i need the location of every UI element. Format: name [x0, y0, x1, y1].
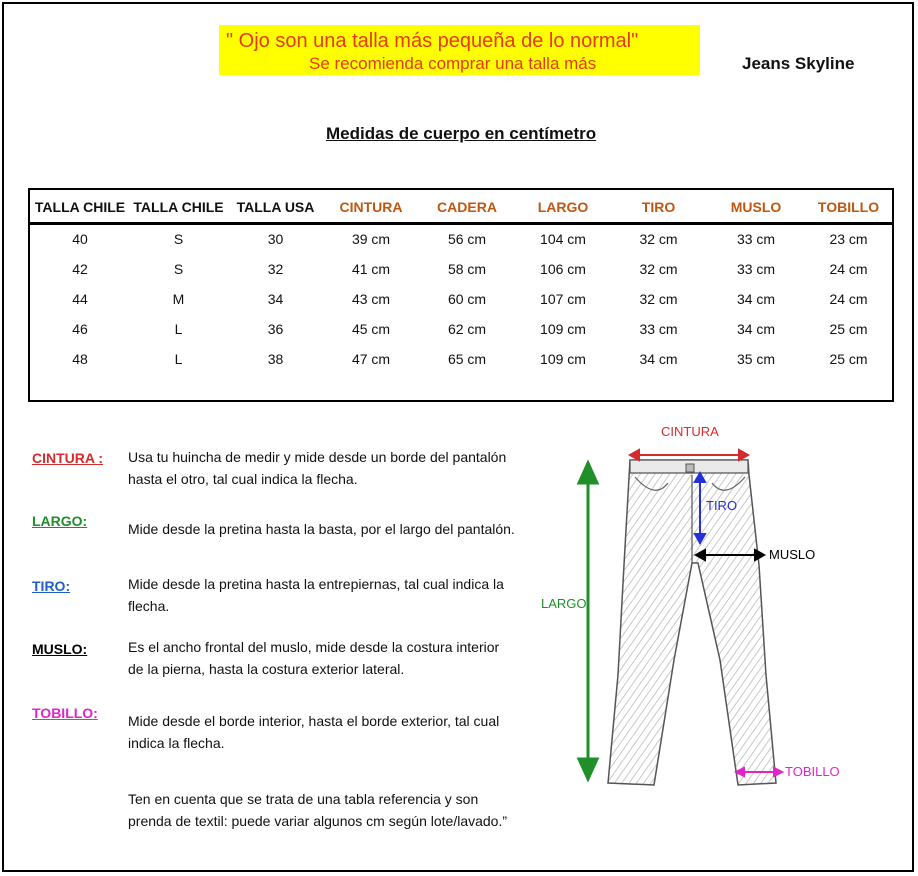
table-cell: S: [173, 261, 184, 277]
table-cell: 24 cm: [829, 291, 868, 307]
table-cell: 32 cm: [639, 231, 678, 247]
table-cell: 23 cm: [829, 231, 868, 247]
table-cell: 48: [72, 351, 88, 367]
table-cell: 56 cm: [447, 231, 487, 247]
table-cell: M: [172, 291, 185, 307]
largo-label: LARGO: [541, 596, 587, 611]
guide-label-cintura: CINTURA :: [32, 450, 104, 466]
guide-label-largo: LARGO:: [32, 513, 88, 529]
table-cell: 34: [267, 291, 284, 307]
disclaimer-note: Ten en cuenta que se trata de una tabla referencia y son prenda de textil: puede variar algunos cm según lote/lavado.”: [128, 791, 508, 829]
cintura-arrow: [630, 450, 748, 460]
guide-label-tobillo: TOBILLO:: [32, 705, 98, 721]
warning-line-1: " Ojo son una talla más pequeña de lo normal": [226, 30, 639, 52]
tobillo-label: TOBILLO: [785, 764, 840, 779]
table-header-row: [30, 190, 892, 224]
table-cell: 60 cm: [447, 291, 487, 307]
muslo-label: MUSLO: [769, 547, 816, 562]
col-talla-chile-letter: TALLA CHILE: [133, 199, 224, 215]
table-cell: 34 cm: [736, 291, 776, 307]
table-cell: 44: [72, 291, 88, 307]
table-row: [30, 284, 892, 314]
warning-line-2: Se recomienda comprar una talla más: [309, 54, 597, 73]
table-cell: L: [174, 351, 183, 367]
table-cell: 45 cm: [351, 321, 391, 337]
table-cell: 25 cm: [829, 351, 868, 367]
table-cell: 34 cm: [639, 351, 678, 367]
table-cell: 35 cm: [736, 351, 776, 367]
table-cell: 38: [267, 351, 284, 367]
jeans-icon: [608, 460, 776, 785]
col-cintura: CINTURA: [339, 199, 403, 215]
table-cell: 34 cm: [736, 321, 776, 337]
table-cell: 43 cm: [351, 291, 391, 307]
table-cell: 41 cm: [351, 261, 391, 277]
table-cell: 40: [72, 231, 88, 247]
size-table: [28, 188, 894, 402]
guide-label-tiro: TIRO:: [32, 578, 71, 594]
table-cell: 30: [267, 231, 284, 247]
guide-text-tobillo: Mide desde el borde interior, hasta el borde exterior, tal cual indica la flecha.: [128, 713, 500, 751]
table-cell: 46: [72, 321, 88, 337]
table-cell: 42: [72, 261, 88, 277]
table-cell: 65 cm: [447, 351, 487, 367]
size-warning-banner: [219, 25, 700, 75]
table-cell: 33 cm: [736, 231, 776, 247]
table-cell: 32: [267, 261, 284, 277]
col-talla-chile: TALLA CHILE: [34, 199, 126, 215]
tiro-label: TIRO: [706, 498, 738, 513]
table-row: [30, 224, 892, 254]
guide-text-largo: Mide desde la pretina hasta la basta, por el largo del pantalón.: [128, 521, 515, 537]
table-cell: 47 cm: [351, 351, 391, 367]
table-row: [30, 314, 892, 344]
col-cadera: CADERA: [437, 199, 497, 215]
table-cell: 32 cm: [639, 261, 678, 277]
table-cell: 107 cm: [540, 291, 586, 307]
guide-label-muslo: MUSLO:: [32, 641, 88, 657]
table-row: [30, 254, 892, 284]
table-cell: 32 cm: [639, 291, 678, 307]
col-tobillo: TOBILLO: [817, 199, 880, 215]
largo-arrow: [579, 463, 597, 779]
col-muslo: MUSLO: [730, 199, 782, 215]
col-tiro: TIRO: [641, 199, 676, 215]
table-cell: 33 cm: [736, 261, 776, 277]
table-cell: L: [174, 321, 183, 337]
table-cell: 104 cm: [540, 231, 586, 247]
jeans-measurement-diagram: [520, 415, 860, 795]
table-cell: 33 cm: [639, 321, 678, 337]
table-cell: 36: [267, 321, 284, 337]
brand-name: Jeans Skyline: [742, 54, 855, 73]
col-talla-usa: TALLA USA: [236, 199, 315, 215]
table-cell: S: [173, 231, 184, 247]
table-cell: 109 cm: [540, 321, 586, 337]
table-cell: 39 cm: [351, 231, 391, 247]
table-cell: 24 cm: [829, 261, 868, 277]
guide-text-cintura: Usa tu huincha de medir y mide desde un borde del pantalón hasta el otro, tal cual indica la flecha.: [128, 449, 507, 487]
table-cell: 58 cm: [447, 261, 487, 277]
table-cell: 62 cm: [447, 321, 487, 337]
table-row: [30, 344, 892, 374]
table-cell: 109 cm: [540, 351, 586, 367]
table-cell: 25 cm: [829, 321, 868, 337]
col-largo: LARGO: [537, 199, 589, 215]
page-title: Medidas de cuerpo en centímetro: [326, 124, 597, 143]
guide-text-tiro: Mide desde la pretina hasta la entrepiernas, tal cual indica la flecha.: [128, 576, 504, 614]
cintura-label: CINTURA: [661, 424, 719, 439]
guide-text-muslo: Es el ancho frontal del muslo, mide desde la costura interior de la pierna, hasta la costura exterior lateral.: [128, 639, 500, 677]
table-cell: 106 cm: [540, 261, 586, 277]
